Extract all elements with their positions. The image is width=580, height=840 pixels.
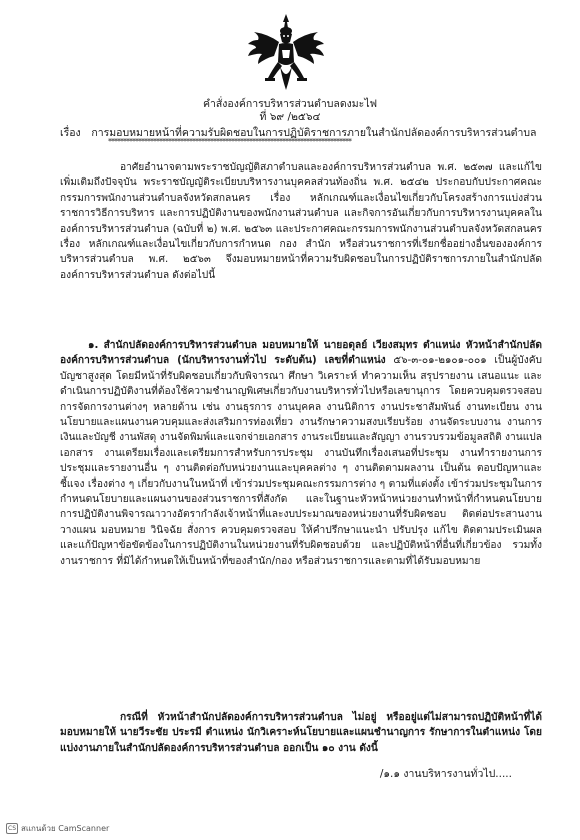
order-number: ที่ ๖๙ /๒๕๖๔: [259, 111, 321, 123]
continuation-note: /๑.๑ งานบริหารงานทั่วไป.....: [379, 768, 512, 780]
scanner-footer-text: สแกนด้วย CamScanner: [21, 824, 110, 833]
assignment-1-heading: ๑. สำนักปลัดองค์การบริหารส่วนตำบล มอบหมายให้ นายอดุลย์ เวียงสมุทร ตำแหน่ง หัวหน้าสำนักปลัดองค์การบริหารส่วนตำบล (นักบริหารงานทั่วไป ระดับต้น) เลขที่ตำแหน่ง: [60, 340, 542, 367]
paragraph-acting-assignment: กรณีที่ หัวหน้าสำนักปลัดองค์การบริหารส่วนตำบล ไม่อยู่ หรืออยู่แต่ไม่สามารถปฏิบัติหน้าที่ได้ มอบหมายให้ นายวีระชัย ประรมี ตำแหน่ง นักวิเคราะห์นโยบายและแผนชำนาญการ รักษาการในตำแหน่ง โดยแบ่งงานภายในสำนักปลัดองค์การบริหารส่วนตำบล ออกเป็น ๑๐ งาน ดังนี้: [60, 712, 542, 754]
garuda-emblem: [246, 12, 326, 94]
scanner-footer: [6, 822, 109, 835]
paragraph-assignment-1: [60, 338, 542, 569]
subject-label: เรื่อง: [60, 127, 81, 139]
subject-text: การมอบหมายหน้าที่ความรับผิดชอบในการปฏิบัติราชการภายในสำนักปลัดองค์การบริหารส่วนตำบล: [91, 127, 537, 139]
separator-line: *********************************************************************************: [108, 137, 351, 146]
camscanner-icon: CS: [8, 825, 16, 832]
paragraph-authority: อาศัยอำนาจตามพระราชบัญญัติสภาตำบลและองค์การบริหารส่วนตำบล พ.ศ. ๒๕๓๗ และแก้ไขเพิ่มเติมถึงปัจจุบัน พระราชบัญญัติระเบียบบริหารงานบุคคลส่วนท้องถิ่น พ.ศ. ๒๕๔๒ ประกอบกับประกาศคณะกรรมการพนักงานส่วนตำบลจังหวัดสกลนคร เรื่อง หลักเกณฑ์และเงื่อนไขเกี่ยวกับโครงสร้างการแบ่งส่วนราชการวิธีการบริหาร และการปฏิบัติงานของพนักงานส่วนตำบล และกิจการอันเกี่ยวกับการบริหารงานบุคคลในองค์การบริหารส่วนตำบล (ฉบับที่ ๒) พ.ศ. ๒๕๖๓ และประกาศคณะกรรมการพนักงานส่วนตำบลจังหวัดสกลนคร เรื่อง หลักเกณฑ์และเงื่อนไขเกี่ยวกับการกำหนด กอง สำนัก หรือส่วนราชการที่เรียกชื่ออย่างอื่นขององค์การบริหารส่วนตำบล พ.ศ. ๒๕๖๓ จึงมอบหมายหน้าที่ความรับผิดชอบในการปฏิบัติราชการภายในสำนักปลัดองค์การบริหารส่วนตำบล ดังต่อไปนี้: [60, 162, 542, 281]
order-title: คำสั่งองค์การบริหารส่วนตำบลดงมะไฟ: [202, 98, 378, 110]
assignment-1-duties: ๕๖-๓-๐๑-๒๑๐๑-๐๐๑ เป็นผู้บังคับบัญชาสูงสุด โดยมีหน้าที่รับผิดชอบเกี่ยวกับพิจารณา ศึกษา วิเคราะห์ ทำความเห็น สรุปรายงาน เสนอแนะ และดำเนินการปฏิบัติงานที่ต้องใช้ความชำนาญพิเศษเกี่ยวกับงานบริหารทั่วไปหรือเลขานุการ โดยควบคุมตรวจสอบการจัดการงานต่างๆ หลายด้าน เช่น งานธุรการ งานบุคคล งานนิติการ งานประชาสัมพันธ์ งานทะเบียน งานนโยบายและแผนงานควบคุมและส่งเสริมการท่องเที่ยว งานรักษาความสงบเรียบร้อย งานจัดระบบงาน งานการเงินและบัญชี งานพัสดุ งานจัดพิมพ์และแจกจ่ายเอกสาร งานระเบียนและสัญญา งานรวบรวมข้อมูลสถิติ งานแปลเอกสาร งานเตรียมเรื่องและเตรียมการสำหรับการประชุม งานบันทึกเรื่องเสนอที่ประชุม งานทำรายงานการประชุมและรายงานอื่น ๆ งานติดต่อกับหน่วยงานและบุคคลต่าง ๆ งานติดตามผลงาน เป็นต้น ตอบปัญหาและชี้แจง เรื่องต่าง ๆ เกี่ยวกับงานในหน้าที่ เข้าร่วมประชุมคณะกรรมการต่าง ๆ ตามที่แต่งตั้ง เข้าร่วมประชุมในการกำหนดนโยบายและแผนงานของส่วนราชการที่สังกัด และในฐานะหัวหน้าหน่วยงานทำหน้าที่กำหนดนโยบายการปฏิบัติงานพิจารณาวางอัตรากำลังเจ้าหน้าที่และงบประมาณของหน่วยงานที่รับผิดชอบ ติดต่อประสานงานวางแผน มอบหมาย วินิจฉัย สั่งการ ควบคุมตรวจสอบ ให้คำปรึกษาแนะนำ ปรับปรุง แก้ไข ติดตามประเมินผล และแก้ปัญหาข้อขัดข้องในการปฏิบัติงานในหน่วยงานที่รับผิดชอบด้วย และปฏิบัติหน้าที่อื่นที่เกี่ยวข้อง รวมทั้งงานราชการ ที่มิได้กำหนดให้เป็นหน้าที่ของสำนัก/กอง หรือส่วนราชการและตามที่ได้รับมอบหมาย: [60, 355, 542, 567]
